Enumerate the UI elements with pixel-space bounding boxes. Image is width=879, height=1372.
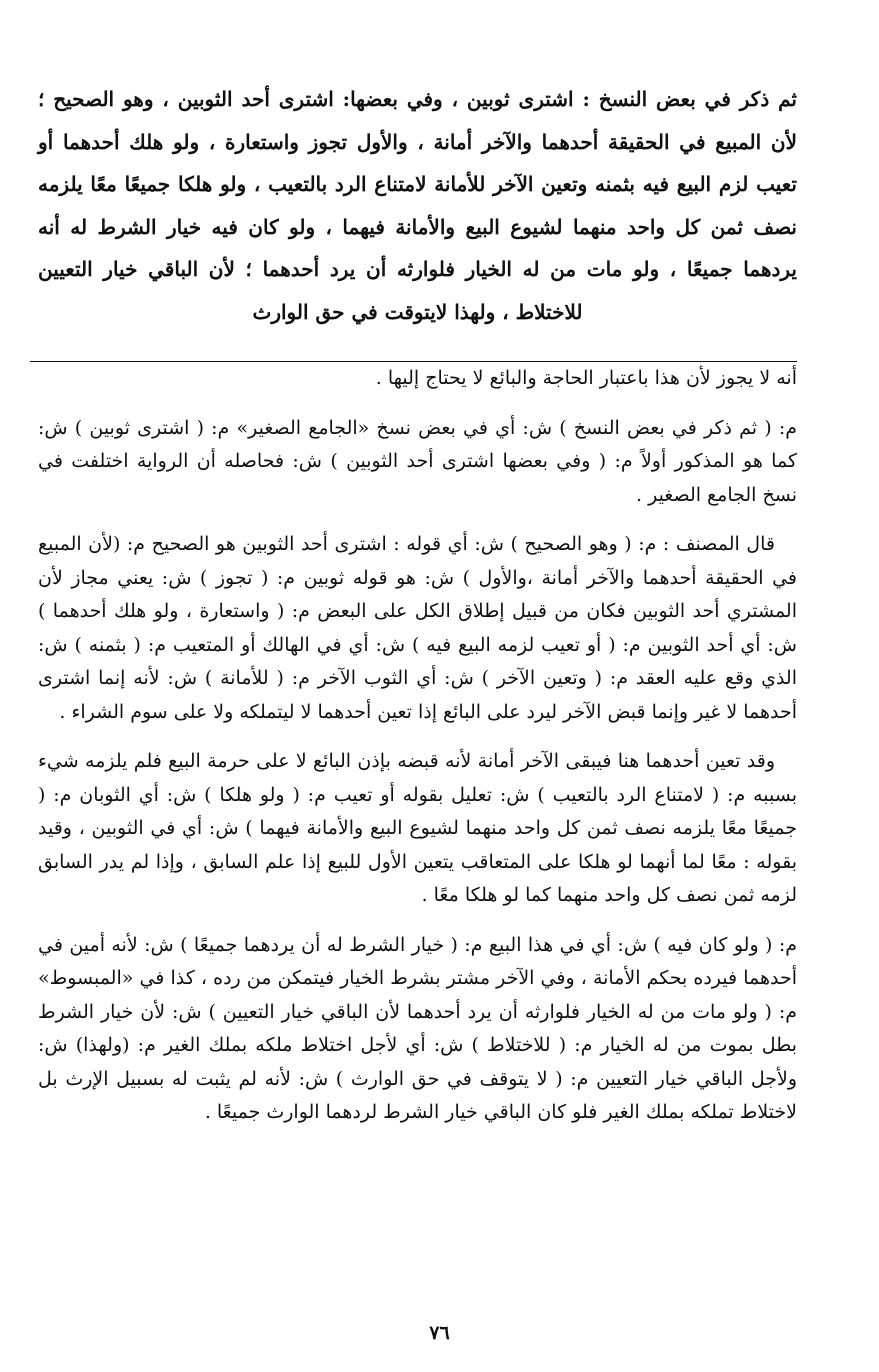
page-number: ٧٦ <box>429 1322 450 1344</box>
main-text-block <box>38 78 797 333</box>
commentary-paragraph-2: م: ( ثم ذكر في بعض النسخ ) ش: أي في بعض نسخ «الجامع الصغير» م: ( اشترى ثوبين ) ش: كما هو المذكور أولاً م: ( وفي بعضها اشترى أحد الثوبين ) ش: فحاصله أن الرواية اختلفت في نسخ الجامع الصغير . <box>38 416 797 506</box>
commentary-paragraph-4: وقد تعين أحدهما هنا فيبقى الآخر أمانة لأنه قبضه بإذن البائع لا على حرمة البيع فلم يلزمه شيء بسببه م: ( لامتناع الرد بالتعيب ) ش: تعليل بقوله أو تعيب م: ( ولو هلكا ) ش: أي الثوبان م: ( جميعًا معًا يلزمه نصف ثمن كل واحد منهما لشيوع البيع والأمانة فيهما ) ش: أي في الثوبين ، وقيد بقوله : معًا لما أنهما لو هلكا على المتعاقب يتعين الأول للبيع إذا علم السابق ، وإذا لم يدر السابق لزمه ثمن نصف كل واحد منهما كما لو هلكا معًا . <box>38 750 797 906</box>
commentary-paragraph-3: قال المصنف : م: ( وهو الصحيح ) ش: أي قوله : اشترى أحد الثوبين هو الصحيح م: (لأن المبيع في الحقيقة أحدهما والآخر أمانة ،والأول ) ش: هو قوله ثوبين م: ( تجوز ) ش: يعني مجاز لأن المشتري أحد الثوبين فكان من قبيل إطلاق الكل على البعض م: ( واستعارة ، ولو هلك أحدهما ) ش: أي أحد الثوبين م: ( أو تعيب لزمه البيع فيه ) ش: أي في الهالك أو المتعيب م: ( بثمنه ) ش: الذي وقع عليه العقد م: ( وتعين الآخر ) ش: أي الثوب الآخر م: ( للأمانة ) ش: لأنه إنما اشترى أحدهما لا غير وإنما قبض الآخر ليرد على البائع إذا تعين أحدهما لا ليتملكه ولا على سوم الشراء . <box>38 533 797 723</box>
commentary-block <box>38 362 797 1130</box>
commentary-paragraph-5: م: ( ولو كان فيه ) ش: أي في هذا البيع م: ( خيار الشرط له أن يردهما جميعًا ) ش: لأنه أمين في أحدهما فيرده بحكم الأمانة ، وفي الآخر مشتر بشرط الخيار فيتمكن من رده ، كذا في «المبسوط» م: ( ولو مات من له الخيار فلوارثه أن يرد أحدهما لأن الباقي خيار التعيين ) ش: لأن خيار الشرط بطل بموت من له الخيار م: ( للاختلاط ) ش: أي لأجل اختلاط ملكه بملك الغير م: (ولهذا) ش: ولأجل الباقي خيار التعيين م: ( لا يتوقف في حق الوارث ) ش: لأنه لم يثبت له بسبيل الإرث بل لاختلاط تملكه بملك الغير فلو كان الباقي خيار الشرط لردهما الوارث جميعًا . <box>38 933 797 1123</box>
main-text-paragraph: ثم ذكر في بعض النسخ : اشترى ثوبين ، وفي بعضها: اشترى أحد الثوبين ، وهو الصحيح ؛ لأن المبيع في الحقيقة أحدهما والآخر أمانة ، والأول تجوز واستعارة ، ولو هلك أحدهما أو تعيب لزم البيع فيه بثمنه وتعين الآخر للأمانة لامتناع الرد بالتعيب ، ولو هلكا جميعًا معًا يلزمه نصف ثمن كل واحد منهما لشيوع البيع والأمانة فيهما ، ولو كان فيه خيار الشرط له أنه يردهما جميعًا ، ولو مات من له الخيار فلوارثه أن يرد أحدهما ؛ لأن الباقي خيار التعيين للاختلاط ، ولهذا لايتوقت في حق الوارث <box>38 87 797 324</box>
commentary-paragraph-1: أنه لا يجوز لأن هذا باعتبار الحاجة والبائع لا يحتاج إليها . <box>375 367 797 389</box>
